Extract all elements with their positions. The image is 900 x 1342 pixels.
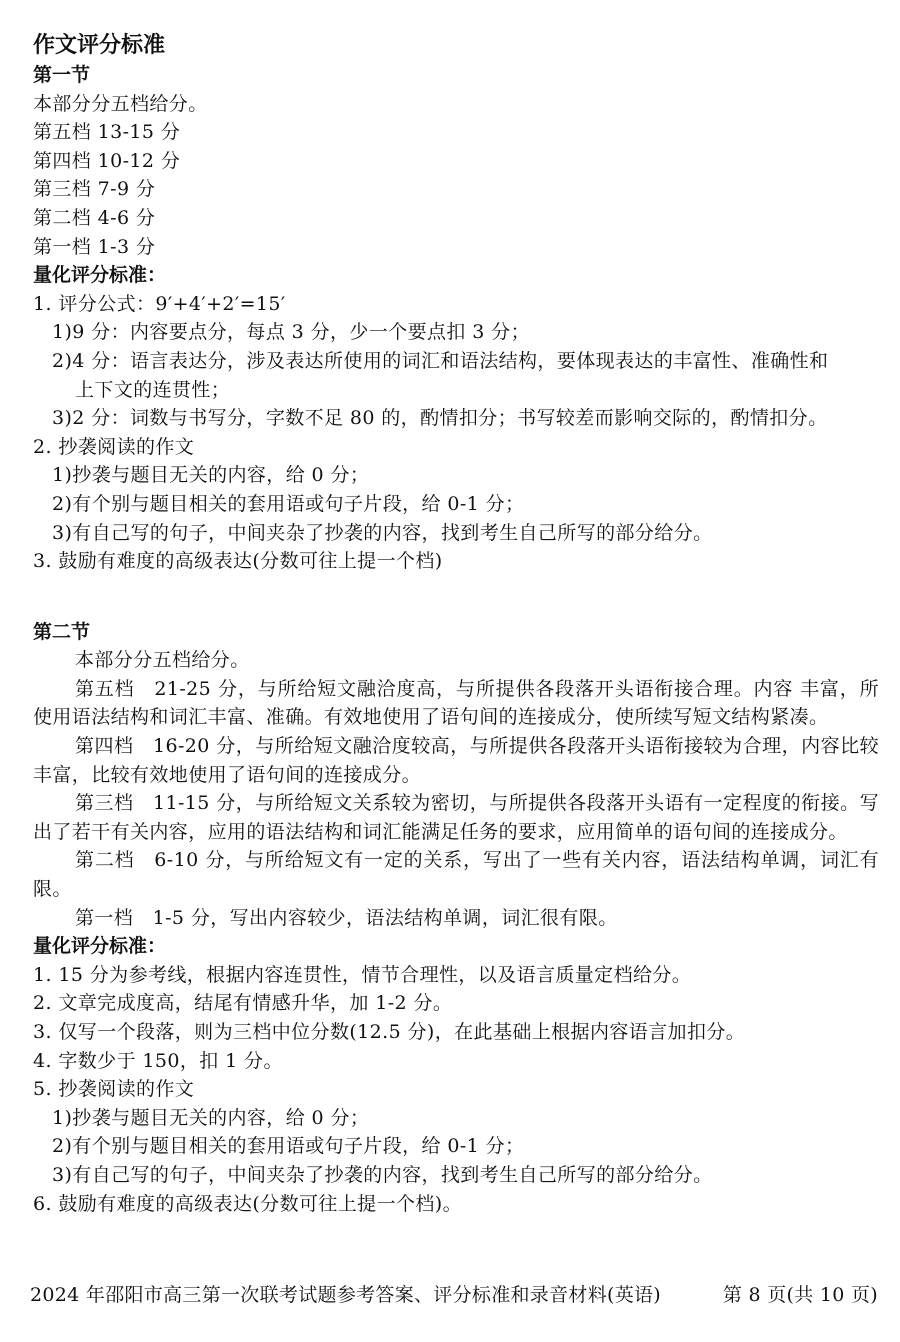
section-2-intro: 本部分分五档给分。 <box>75 649 250 672</box>
grade-line: 第五档 13-15 分 <box>33 121 181 144</box>
list-item: 1. 评分公式：9′+4′+2′=15′ <box>33 292 286 315</box>
list-item: 1)抄袭与题目无关的内容，给 0 分； <box>52 464 370 487</box>
section-1 <box>33 61 879 576</box>
page-number: 第 8 页(共 10 页) <box>722 1284 878 1306</box>
grade-paragraph: 第一档 1-5 分，写出内容较少，语法结构单调，词汇很有限。 <box>75 906 618 929</box>
list-item: 上下文的连贯性； <box>75 378 231 401</box>
footer-source: 2024 年邵阳市高三第一次联考试题参考答案、评分标准和录音材料(英语) <box>30 1284 662 1306</box>
list-item: 2)4 分：语言表达分，涉及表达所使用的词汇和语法结构，要体现表达的丰富性、准确性和 <box>52 349 829 372</box>
page-footer <box>30 1281 878 1309</box>
list-item: 1)抄袭与题目无关的内容，给 0 分； <box>52 1106 370 1129</box>
grade-paragraph: 第五档 21-25 分，与所给短文融洽度高，与所提供各段落开头语衔接合理。内容 丰富，所使用语法结构和词汇丰富、准确。有效地使用了语句间的连接成分，使所续写短文结构紧凑。 <box>33 677 879 729</box>
grade-paragraph: 第三档 11-15 分，与所给短文关系较为密切，与所提供各段落开头语有一定程度的衔接。写出了若干有关内容，应用的语法结构和词汇能满足任务的要求，应用简单的语句间的连接成分。 <box>33 792 879 843</box>
section-1-heading: 第一节 <box>33 64 91 86</box>
grade-line: 第四档 10-12 分 <box>33 149 181 172</box>
grade-line: 第三档 7-9 分 <box>33 178 156 201</box>
document-page <box>33 30 879 1218</box>
list-item: 3)有自己写的句子，中间夹杂了抄袭的内容，找到考生自己所写的部分给分。 <box>52 1163 713 1186</box>
section-2-heading: 第二节 <box>33 620 91 643</box>
list-item: 3. 仅写一个段落，则为三档中位分数(12.5 分)，在此基础上根据内容语言加扣分。 <box>33 1021 746 1043</box>
list-item: 4. 字数少于 150，扣 1 分。 <box>33 1049 283 1072</box>
grade-paragraph: 第二档 6-10 分，与所给短文有一定的关系，写出了一些有关内容，语法结构单调，词汇有限。 <box>33 849 879 901</box>
grade-paragraph: 第四档 16-20 分，与所给短文融洽度较高，与所提供各段落开头语衔接较为合理，内容比较丰富，比较有效地使用了语句间的连接成分。 <box>33 735 879 786</box>
list-item: 3)有自己写的句子，中间夹杂了抄袭的内容，找到考生自己所写的部分给分。 <box>52 521 713 544</box>
list-item: 2)有个别与题目相关的套用语或句子片段，给 0-1 分； <box>52 1135 525 1158</box>
section-gap <box>33 576 879 618</box>
grade-line: 第一档 1-3 分 <box>33 235 156 258</box>
list-item: 2. 抄袭阅读的作文 <box>33 435 195 458</box>
list-item: 1. 15 分为参考线，根据内容连贯性，情节合理性，以及语言质量定档给分。 <box>33 963 692 986</box>
quant-heading: 量化评分标准： <box>33 264 167 287</box>
list-item: 2)有个别与题目相关的套用语或句子片段，给 0-1 分； <box>52 492 525 515</box>
list-item: 1)9 分：内容要点分，每点 3 分，少一个要点扣 3 分； <box>52 321 530 344</box>
grade-line: 第二档 4-6 分 <box>33 206 156 229</box>
quant-heading: 量化评分标准： <box>33 935 167 958</box>
section-1-intro: 本部分分五档给分。 <box>33 92 208 115</box>
page-title: 作文评分标准 <box>33 33 166 58</box>
list-item: 2. 文章完成度高，结尾有情感升华，加 1-2 分。 <box>33 992 453 1015</box>
list-item: 3)2 分：词数与书写分，字数不足 80 的，酌情扣分；书写较差而影响交际的，酌情扣分。 <box>52 407 828 430</box>
list-item: 6. 鼓励有难度的高级表达(分数可往上提一个档)。 <box>33 1192 462 1215</box>
list-item: 3. 鼓励有难度的高级表达(分数可往上提一个档) <box>33 550 443 573</box>
section-2 <box>33 618 879 1218</box>
list-item: 5. 抄袭阅读的作文 <box>33 1078 195 1101</box>
